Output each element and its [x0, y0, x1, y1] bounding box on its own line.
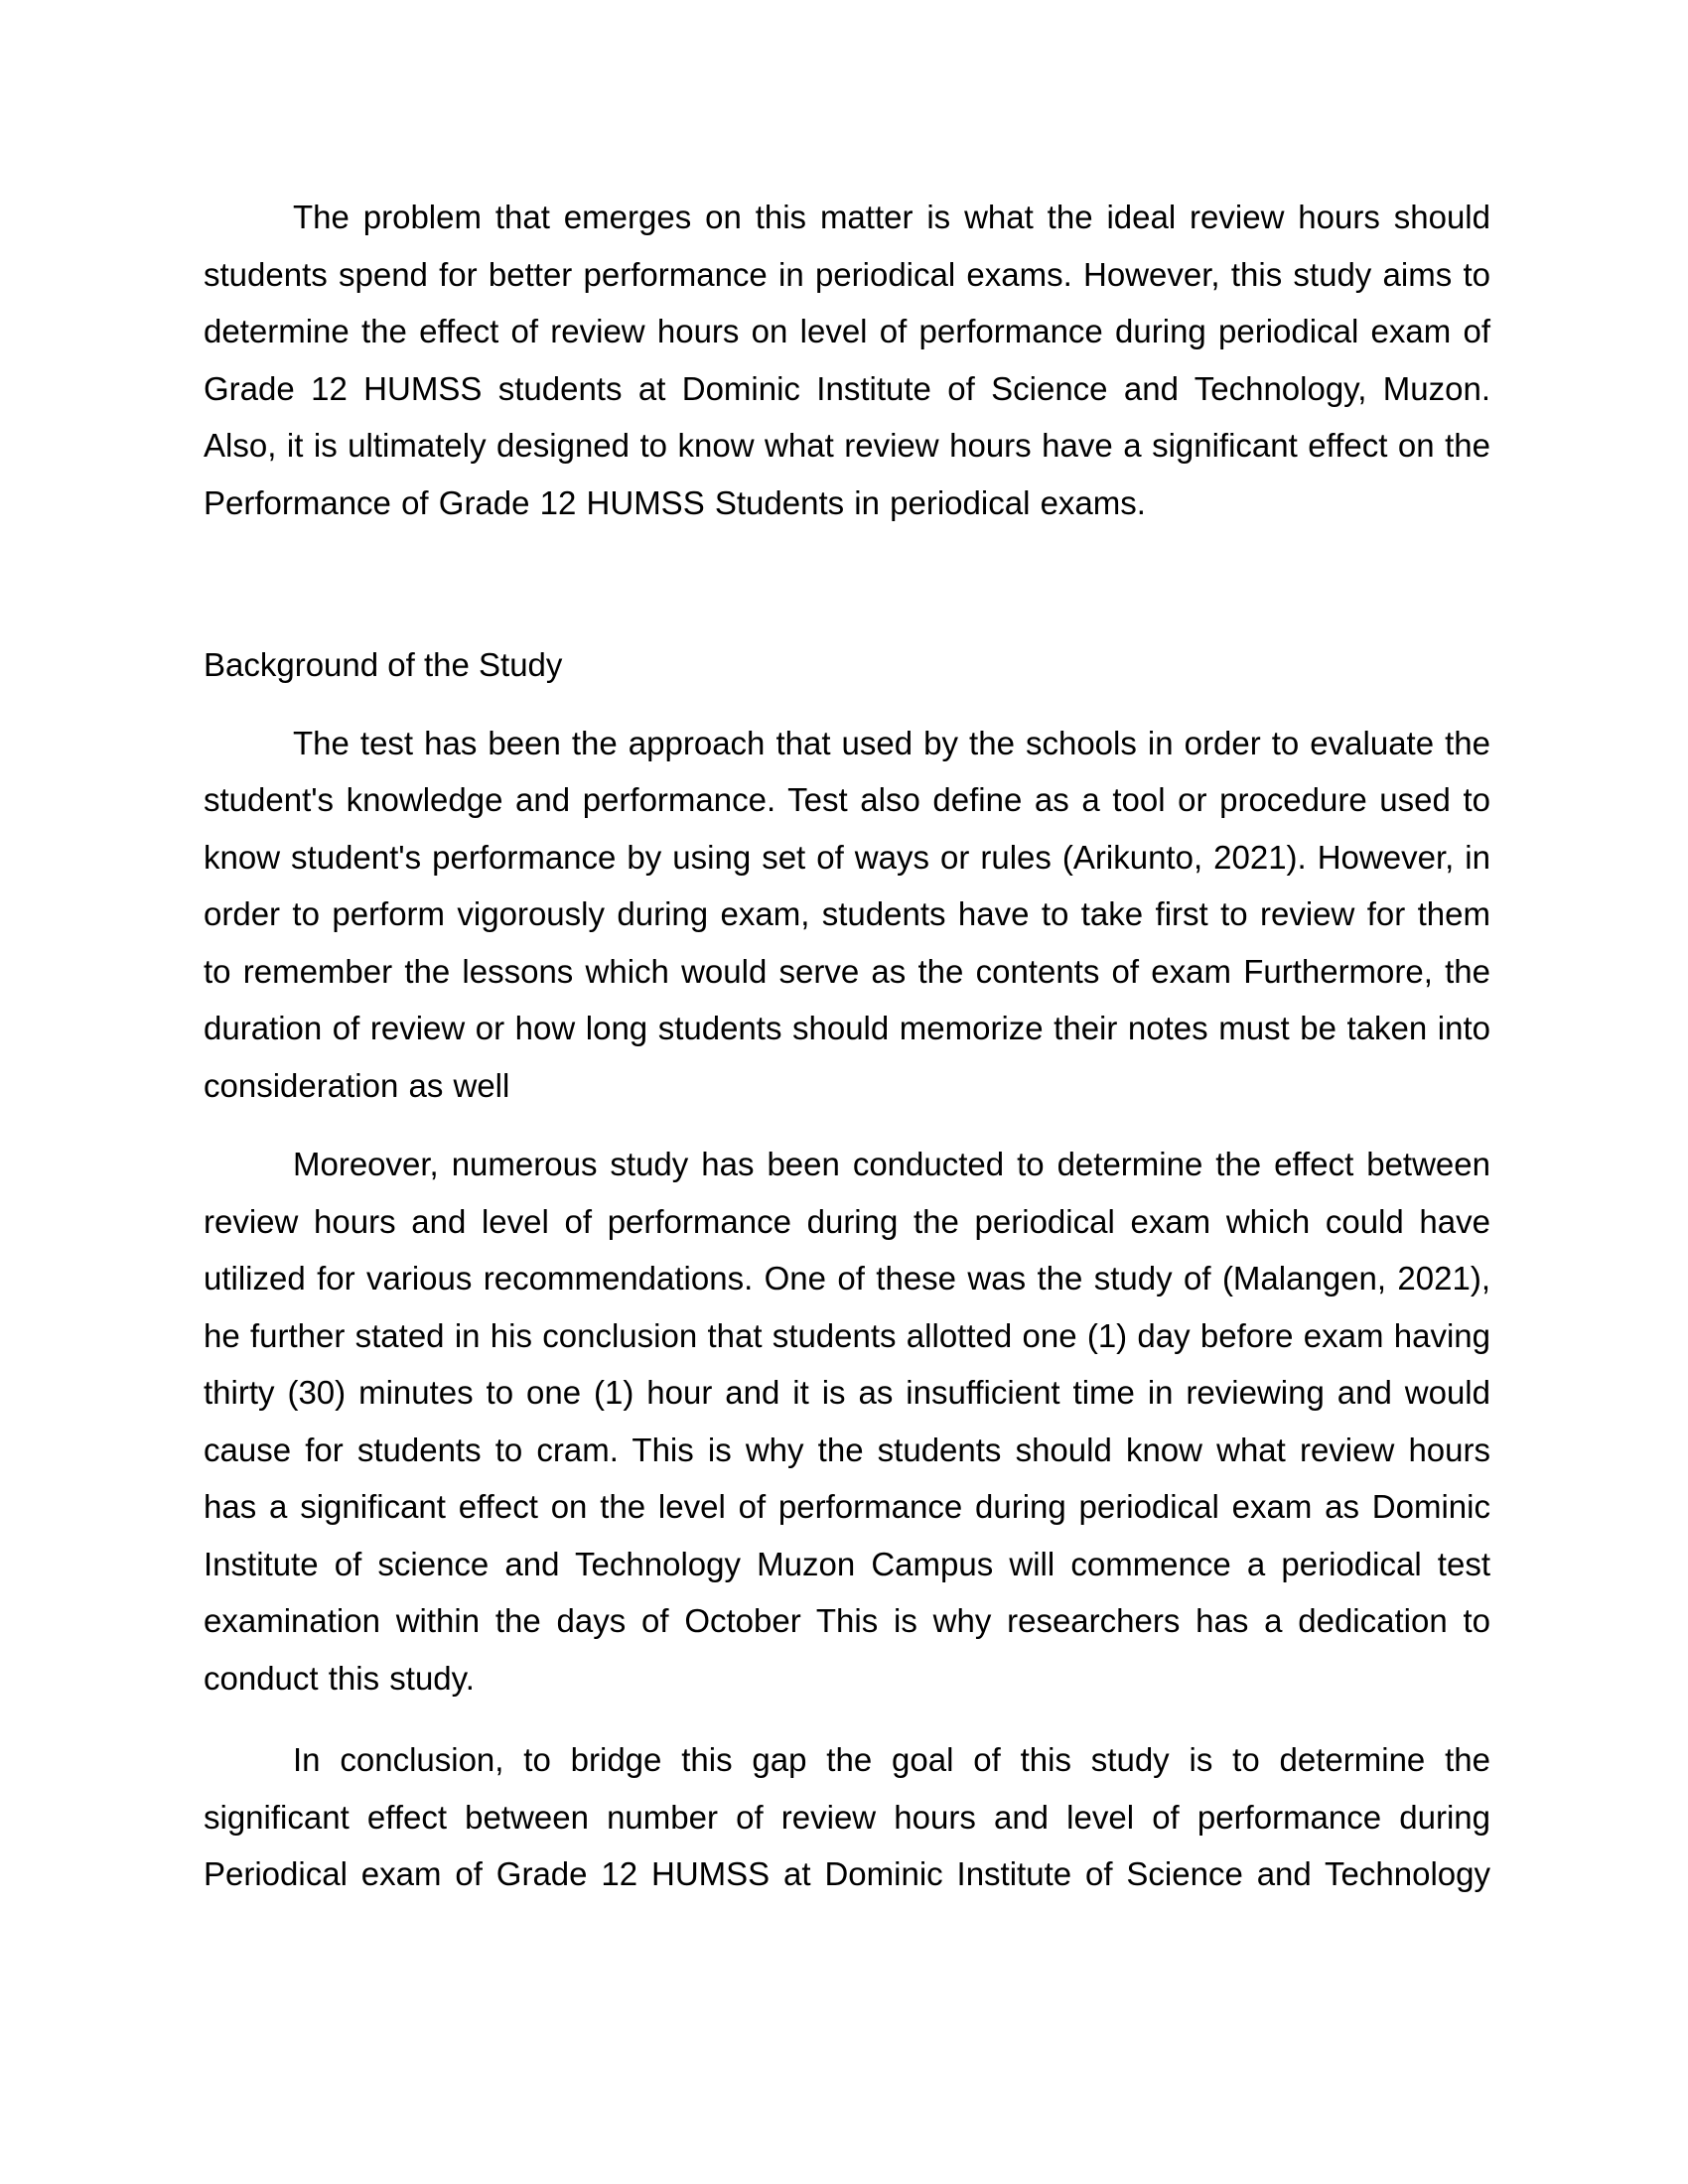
page-content — [204, 189, 1490, 1903]
paragraph-numerous-studies: Moreover, numerous study has been conducted to determine the effect between review hours and level of performance during the periodical exam which could have utilized for various recommendations. One of these was the study of (Malangen, 2021), he further stated in his conclusion that students allotted one (1) day before exam having thirty (30) minutes to one (1) hour and it is as insufficient time in reviewing and would cause for students to cram. This is why the students should know what review hours has a significant effect on the level of performance during periodical exam as Dominic Institute of science and Technology Muzon Campus will commence a periodical test examination within the days of October This is why researchers has a dedication to conduct this study. — [204, 1146, 1490, 1697]
paragraph-test-approach: The test has been the approach that used by the schools in order to evaluate the student's knowledge and performance. Test also define as a tool or procedure used to know student's performance by using set of ways or rules (Arikunto, 2021). However, in order to perform vigorously during exam, students have to take first to review for them to remember the lessons which would serve as the contents of exam Furthermore, the duration of review or how long students should memorize their notes must be taken into consideration as well — [204, 724, 1490, 1104]
section-heading-background-of-the-study: Background of the Study — [204, 646, 563, 683]
paragraph-problem-statement: The problem that emerges on this matter is what the ideal review hours should students spend for better performance in periodical exams. However, this study aims to determine the effect of review hours on level of performance during periodical exam of Grade 12 HUMSS students at Dominic Institute of Science and Technology, Muzon. Also, it is ultimately designed to know what review hours have a significant effect on the Performance of Grade 12 HUMSS Students in periodical exams. — [204, 199, 1490, 521]
paragraph-conclusion: In conclusion, to bridge this gap the goal of this study is to determine the significant effect between number of review hours and level of performance during Periodical exam of Grade 12 HUMSS at Dominic Institute of Science and Technology — [204, 1741, 1490, 1892]
